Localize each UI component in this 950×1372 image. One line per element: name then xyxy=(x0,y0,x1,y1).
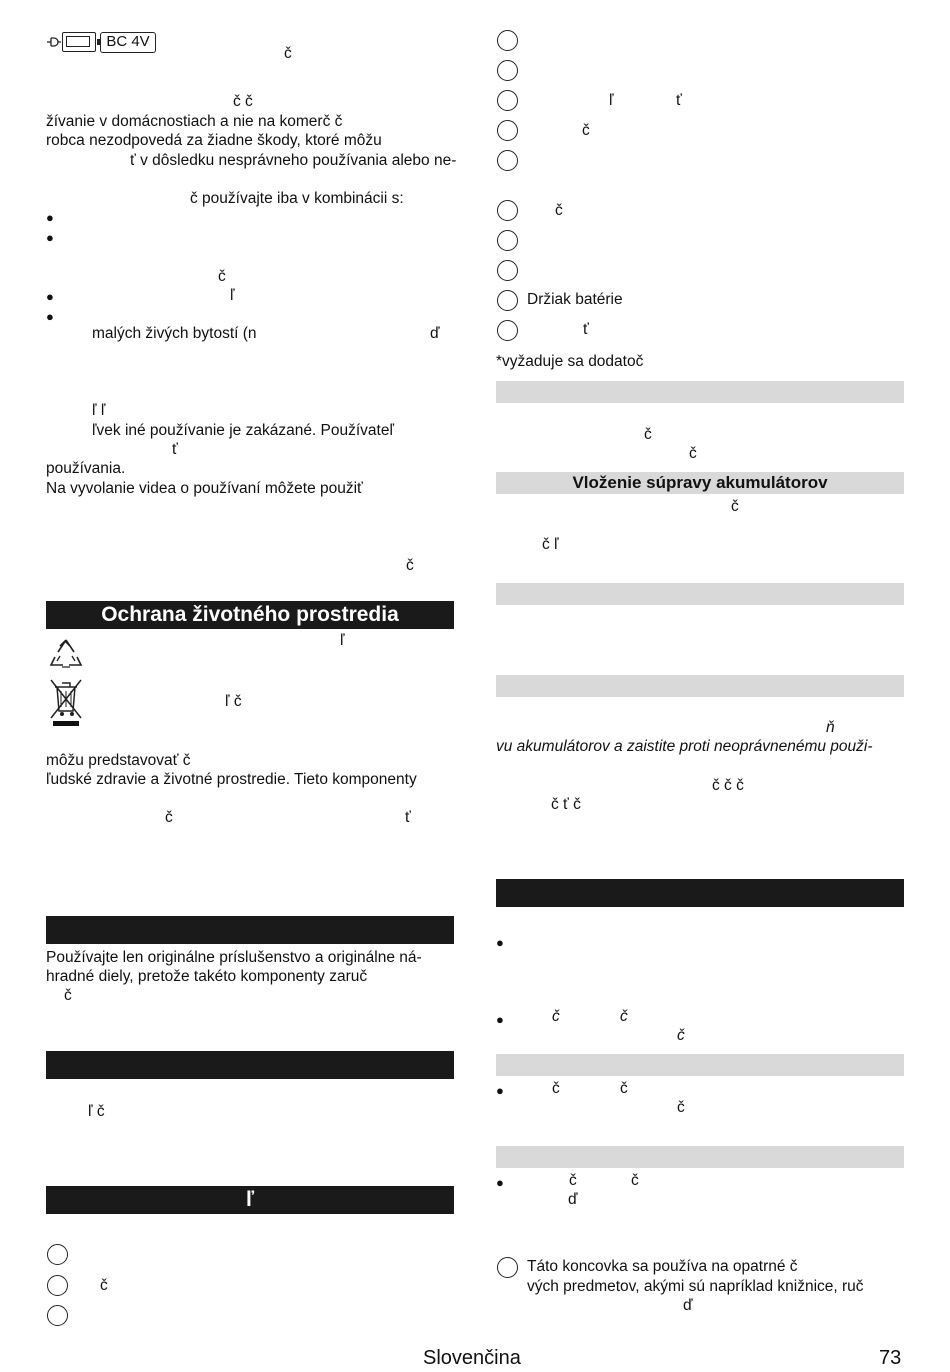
text-line: ť xyxy=(172,441,178,458)
text-line: č xyxy=(689,445,697,462)
text-line: ľ xyxy=(609,92,614,109)
section-header-blank-1 xyxy=(496,583,904,605)
callout-circle xyxy=(497,260,518,281)
section-header-operation xyxy=(496,879,904,907)
battery-icon xyxy=(62,32,96,52)
callout-circle xyxy=(47,1275,68,1296)
section-header-description: ľ xyxy=(46,1186,454,1214)
section-header-startup xyxy=(496,381,904,403)
text-line: ď xyxy=(568,1191,578,1208)
section-header-battery: Vloženie súpravy akumulátorov xyxy=(496,472,904,494)
bullet: ● xyxy=(496,1012,504,1027)
section-header-blank-2 xyxy=(496,675,904,697)
text-line: č č č xyxy=(712,777,744,794)
text-line: Držiak batérie xyxy=(527,291,623,308)
text-line: č používajte iba v kombinácii s: xyxy=(190,190,404,207)
text-line: ľ ľ xyxy=(92,402,106,419)
text-line: č ť č xyxy=(551,796,581,813)
text-line: ť xyxy=(583,321,589,338)
text-line: č xyxy=(64,987,72,1004)
text-line: ď xyxy=(430,325,440,342)
text-line: ľ xyxy=(340,632,345,649)
text-line: Na vyvolanie videa o používaní môžete použiť xyxy=(46,480,363,497)
text-line: vu akumulátorov a zaistite proti neoprávnenému použi- xyxy=(496,738,873,755)
text-line: ť xyxy=(405,809,411,826)
plug-icon xyxy=(46,34,62,50)
bullet: ● xyxy=(46,289,54,304)
callout-circle xyxy=(497,30,518,51)
section-header-delivery xyxy=(46,1051,454,1079)
callout-circle xyxy=(497,90,518,111)
text-line: č xyxy=(569,1172,577,1189)
footnote: *vyžaduje sa dodatoč xyxy=(496,353,644,370)
callout-circle xyxy=(497,320,518,341)
text-line: ľvek iné používanie je zakázané. Používateľ xyxy=(92,422,395,439)
text-line: č xyxy=(620,1080,628,1097)
callout-circle xyxy=(497,60,518,81)
weee-bin-icon xyxy=(48,677,84,727)
bullet: ● xyxy=(46,210,54,225)
callout-circle xyxy=(497,120,518,141)
text-line: ľ xyxy=(230,287,235,304)
text-line: môžu predstavovať č xyxy=(46,752,191,769)
text-line: ľudské zdravie a životné prostredie. Tieto komponenty xyxy=(46,771,417,788)
text-line: ť xyxy=(676,92,682,109)
text-line: č xyxy=(620,1008,628,1025)
callout-circle xyxy=(47,1305,68,1326)
section-header-blank-4 xyxy=(496,1146,904,1168)
text-line: č xyxy=(644,426,652,443)
callout-circle xyxy=(497,230,518,251)
text-line: č č xyxy=(233,93,253,110)
section-header-environment: Ochrana životného prostredia xyxy=(46,601,454,629)
text-line: ň xyxy=(826,719,835,736)
bullet: ● xyxy=(46,230,54,245)
recycle-icon xyxy=(48,637,84,671)
text-line: č xyxy=(631,1172,639,1189)
text-line: č xyxy=(552,1080,560,1097)
bullet: ● xyxy=(496,935,504,950)
callout-circle xyxy=(497,200,518,221)
callout-circle xyxy=(47,1244,68,1265)
text-line: robca nezodpovedá za žiadne škody, ktoré môžu xyxy=(46,132,382,149)
text-line: č xyxy=(677,1099,685,1116)
text-line: č ľ xyxy=(542,536,559,553)
text-line: používania. xyxy=(46,460,126,477)
page-number: 73 xyxy=(879,1347,902,1369)
text-line: ť v dôsledku nesprávneho používania alebo ne- xyxy=(130,152,457,169)
text-line: č xyxy=(284,45,292,62)
footer-language: Slovenčina xyxy=(423,1347,521,1369)
text-line: vých predmetov, akými sú napríklad knižnice, ruč xyxy=(527,1278,864,1295)
text-line: malých živých bytostí (n xyxy=(92,325,257,342)
callout-circle xyxy=(497,150,518,171)
text-line: č xyxy=(552,1008,560,1025)
text-line: Táto koncovka sa používa na opatrné č xyxy=(527,1258,798,1275)
device-badge: BC 4V xyxy=(100,32,156,53)
callout-circle xyxy=(497,290,518,311)
text-line: č xyxy=(677,1027,685,1044)
text-line: hradné diely, pretože takéto komponenty zaruč xyxy=(46,968,368,985)
text-line: ľ č xyxy=(88,1103,105,1120)
callout-circle xyxy=(497,1257,518,1278)
text-line: č xyxy=(100,1277,108,1294)
text-line: ľ č xyxy=(225,693,242,710)
bullet: ● xyxy=(496,1175,504,1190)
text-line: č xyxy=(218,268,226,285)
text-line: Používajte len originálne príslušenstvo a originálne ná- xyxy=(46,949,422,966)
text-line: č xyxy=(555,202,563,219)
section-header-blank-3 xyxy=(496,1054,904,1076)
bullet: ● xyxy=(46,309,54,324)
text-line: č xyxy=(406,557,414,574)
text-line: ď xyxy=(683,1297,693,1314)
text-line: č xyxy=(731,498,739,515)
section-header-accessories xyxy=(46,916,454,944)
bullet: ● xyxy=(496,1083,504,1098)
text-line: č xyxy=(582,122,590,139)
text-line: č xyxy=(165,809,173,826)
text-line: žívanie v domácnostiach a nie na komerč č xyxy=(46,113,343,130)
